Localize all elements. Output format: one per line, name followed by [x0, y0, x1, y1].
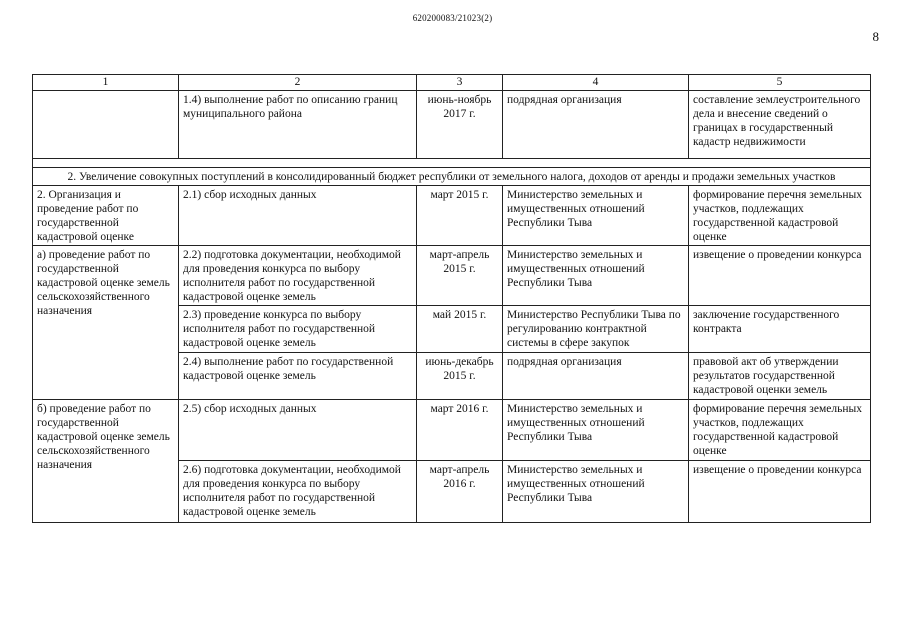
table-cell: 2.5) сбор исходных данных — [179, 400, 417, 461]
table-cell: 2.2) подготовка документации, необходимой для проведения конкурса по выбору исполнителя работ по государственной кадастровой оценке земель — [179, 246, 417, 306]
table-cell: март 2016 г. — [417, 400, 503, 461]
table-cell: 2.1) сбор исходных данных — [179, 186, 417, 246]
column-header: 5 — [689, 75, 871, 91]
table-cell: формирование перечня земельных участков, подлежащих государственной кадастровой оценке — [689, 400, 871, 461]
column-header: 4 — [503, 75, 689, 91]
table-cell: март-апрель 2015 г. — [417, 246, 503, 306]
section-heading-row — [33, 168, 871, 186]
table-cell: июнь-ноябрь 2017 г. — [417, 91, 503, 159]
table-cell: извещение о проведении конкурса — [689, 461, 871, 523]
table-cell: Министерство земельных и имущественных отношений Республики Тыва — [503, 246, 689, 306]
separator-cell — [33, 159, 871, 168]
table-cell: формирование перечня земельных участков, подлежащих государственной кадастровой оценке — [689, 186, 871, 246]
table-row — [33, 91, 871, 159]
table-cell: Министерство Республики Тыва по регулированию контрактной системы в сфере закупок — [503, 306, 689, 353]
column-header: 1 — [33, 75, 179, 91]
table-cell: правовой акт об утверждении результатов государственной кадастровой оценки земель — [689, 353, 871, 400]
plan-table — [32, 74, 871, 523]
table-cell: Министерство земельных и имущественных отношений Республики Тыва — [503, 400, 689, 461]
section-heading: 2. Увеличение совокупных поступлений в консолидированный бюджет республики от земельного налога, доходов от аренды и продажи земельных участков — [33, 168, 871, 186]
table-cell: 2.4) выполнение работ по государственной кадастровой оценке земель — [179, 353, 417, 400]
table-row — [33, 186, 871, 246]
table-cell: Министерство земельных и имущественных отношений Республики Тыва — [503, 186, 689, 246]
table-cell: 2.3) проведение конкурса по выбору исполнителя работ по государственной кадастровой оценке земель — [179, 306, 417, 353]
table-cell: а) проведение работ по государственной кадастровой оценке земель сельскохозяйственного назначения — [33, 246, 179, 400]
table-cell: май 2015 г. — [417, 306, 503, 353]
table-cell: составление землеустроительного дела и внесение сведений о границах в государственный кадастр недвижимости — [689, 91, 871, 159]
table-cell: извещение о проведении конкурса — [689, 246, 871, 306]
table-cell: июнь-декабрь 2015 г. — [417, 353, 503, 400]
table-row — [33, 246, 871, 306]
document-id: 620200083/21023(2) — [412, 13, 493, 23]
table-cell — [33, 91, 179, 159]
column-header: 2 — [179, 75, 417, 91]
table-row — [33, 400, 871, 461]
page-number: 8 — [872, 29, 879, 44]
table-header-row — [33, 75, 871, 91]
table-cell: подрядная организация — [503, 353, 689, 400]
table-cell: март 2015 г. — [417, 186, 503, 246]
table-cell: заключение государственного контракта — [689, 306, 871, 353]
table-cell: 2.6) подготовка документации, необходимой для проведения конкурса по выбору исполнителя работ по государственной кадастровой оценке земель — [179, 461, 417, 523]
column-header: 3 — [417, 75, 503, 91]
table-cell: 1.4) выполнение работ по описанию границ муниципального района — [179, 91, 417, 159]
table-cell: март-апрель 2016 г. — [417, 461, 503, 523]
table-cell: Министерство земельных и имущественных отношений Республики Тыва — [503, 461, 689, 523]
table-cell: 2. Организация и проведение работ по государственной кадастровой оценке — [33, 186, 179, 246]
table-cell: подрядная организация — [503, 91, 689, 159]
separator-row — [33, 159, 871, 168]
table-cell: б) проведение работ по государственной кадастровой оценке земель сельскохозяйственного назначения — [33, 400, 179, 523]
